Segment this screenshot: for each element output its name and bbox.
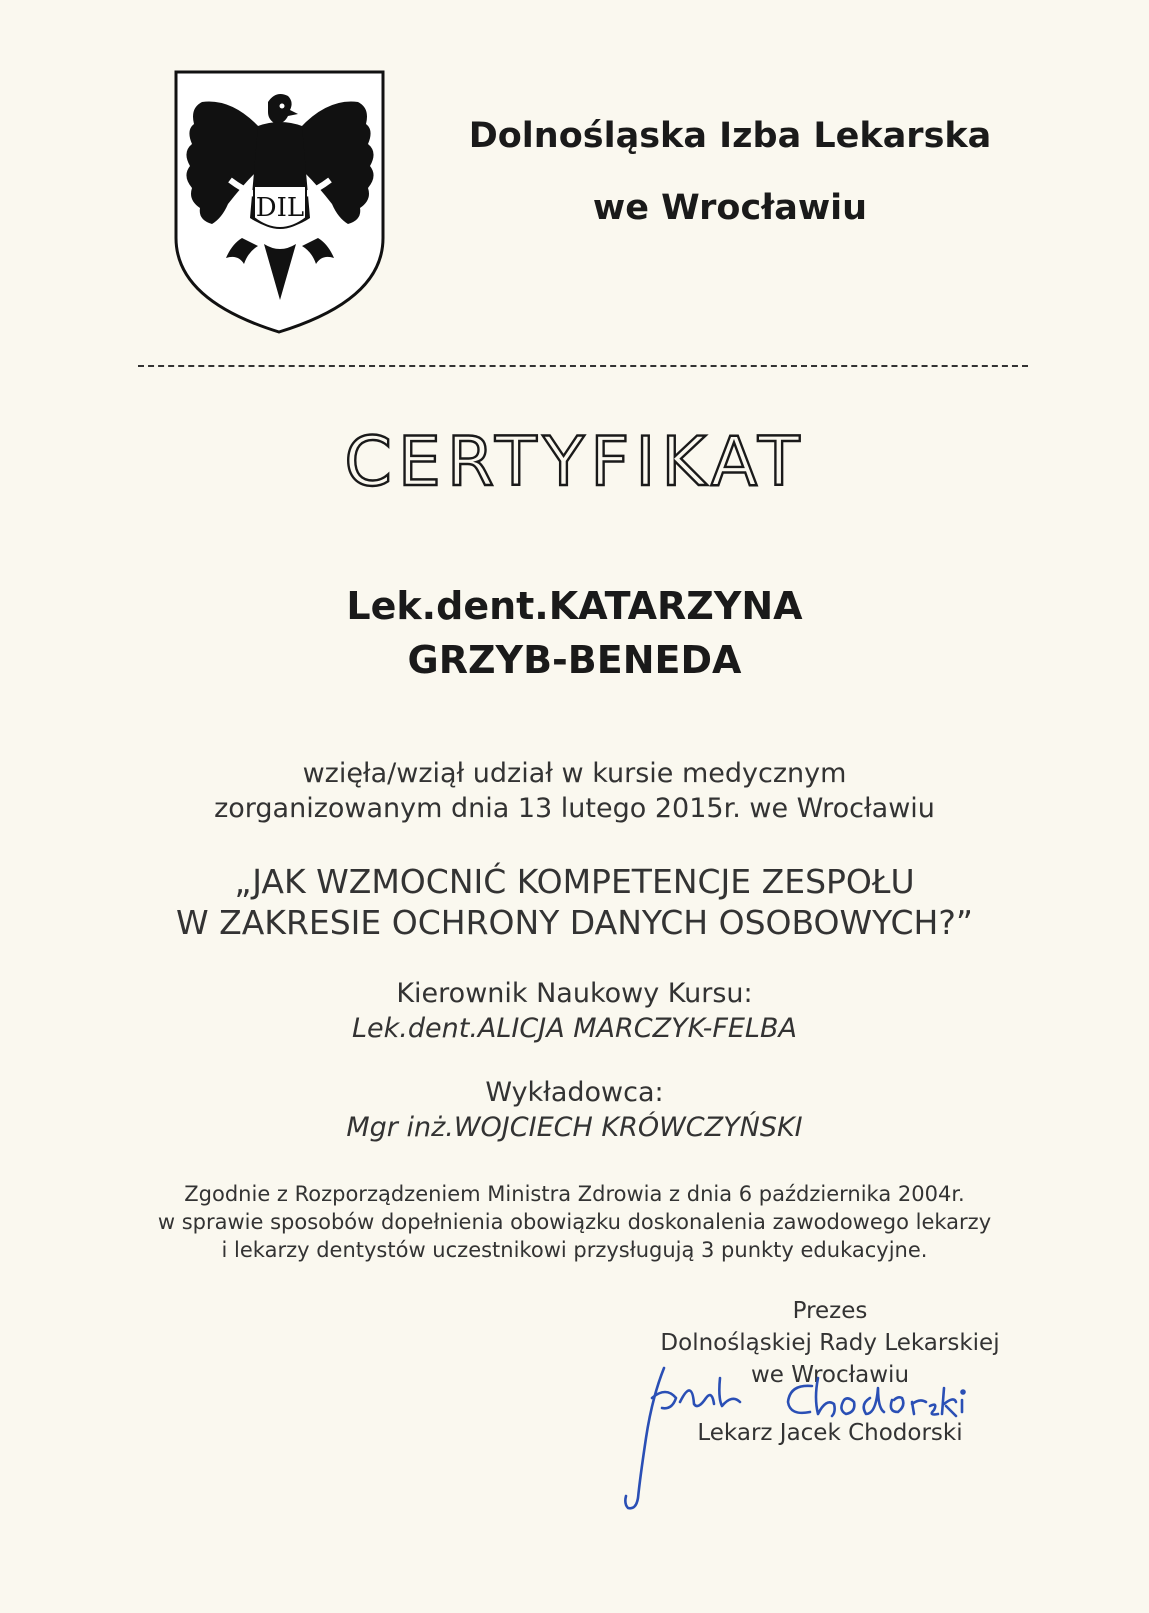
- handwritten-signature: [622, 1358, 972, 1518]
- participation-text: wzięła/wziął udział w kursie medycznym: [302, 758, 847, 789]
- lecturer-label: Wykładowca:: [485, 1077, 664, 1108]
- crest-letters: DIL: [255, 193, 305, 223]
- regulation-line2: w sprawie sposobów dopełnienia obowiązku doskonalenia zawodowego lekarzy: [157, 1210, 992, 1234]
- certificate-title: [275, 417, 875, 517]
- signatory-title: Prezes: [792, 1298, 868, 1324]
- svg-text:CERTYFIKAT: CERTYFIKAT: [343, 423, 806, 502]
- signatory-city: we Wrocławiu: [750, 1362, 910, 1388]
- lecturer-name: Mgr inż.WOJCIECH KRÓWCZYŃSKI: [346, 1112, 803, 1143]
- eagle-crest-icon: [172, 68, 387, 336]
- director-label: Kierownik Naukowy Kursu:: [396, 978, 753, 1009]
- dashed-divider: [138, 365, 1028, 367]
- course-date-text: zorganizowanym dnia 13 lutego 2015r. we Wrocławiu: [214, 793, 935, 824]
- recipient-name-line1: Lek.dent.KATARZYNA: [346, 584, 803, 628]
- recipient-name-line2: GRZYB-BENEDA: [407, 638, 742, 682]
- regulation-line1: Zgodnie z Rozporządzeniem Ministra Zdrowia z dnia 6 października 2004r.: [184, 1182, 965, 1206]
- signatory-council: Dolnośląskiej Rady Lekarskiej: [660, 1330, 1000, 1356]
- certificate-title-wrap: [0, 417, 1149, 521]
- course-title-line2: W ZAKRESIE OCHRONY DANYCH OSOBOWYCH?”: [176, 903, 973, 942]
- director-name: Lek.dent.ALICJA MARCZYK-FELBA: [352, 1013, 797, 1044]
- signatory-name: Lekarz Jacek Chodorski: [697, 1420, 963, 1446]
- organization-city: we Wrocławiu: [592, 188, 868, 228]
- regulation-line3: i lekarzy dentystów uczestnikowi przysługują 3 punkty edukacyjne.: [221, 1238, 928, 1262]
- course-title-line1: „JAK WZMOCNIĆ KOMPETENCJE ZESPOŁU: [234, 862, 915, 901]
- organization-name: Dolnośląska Izba Lekarska: [468, 116, 992, 156]
